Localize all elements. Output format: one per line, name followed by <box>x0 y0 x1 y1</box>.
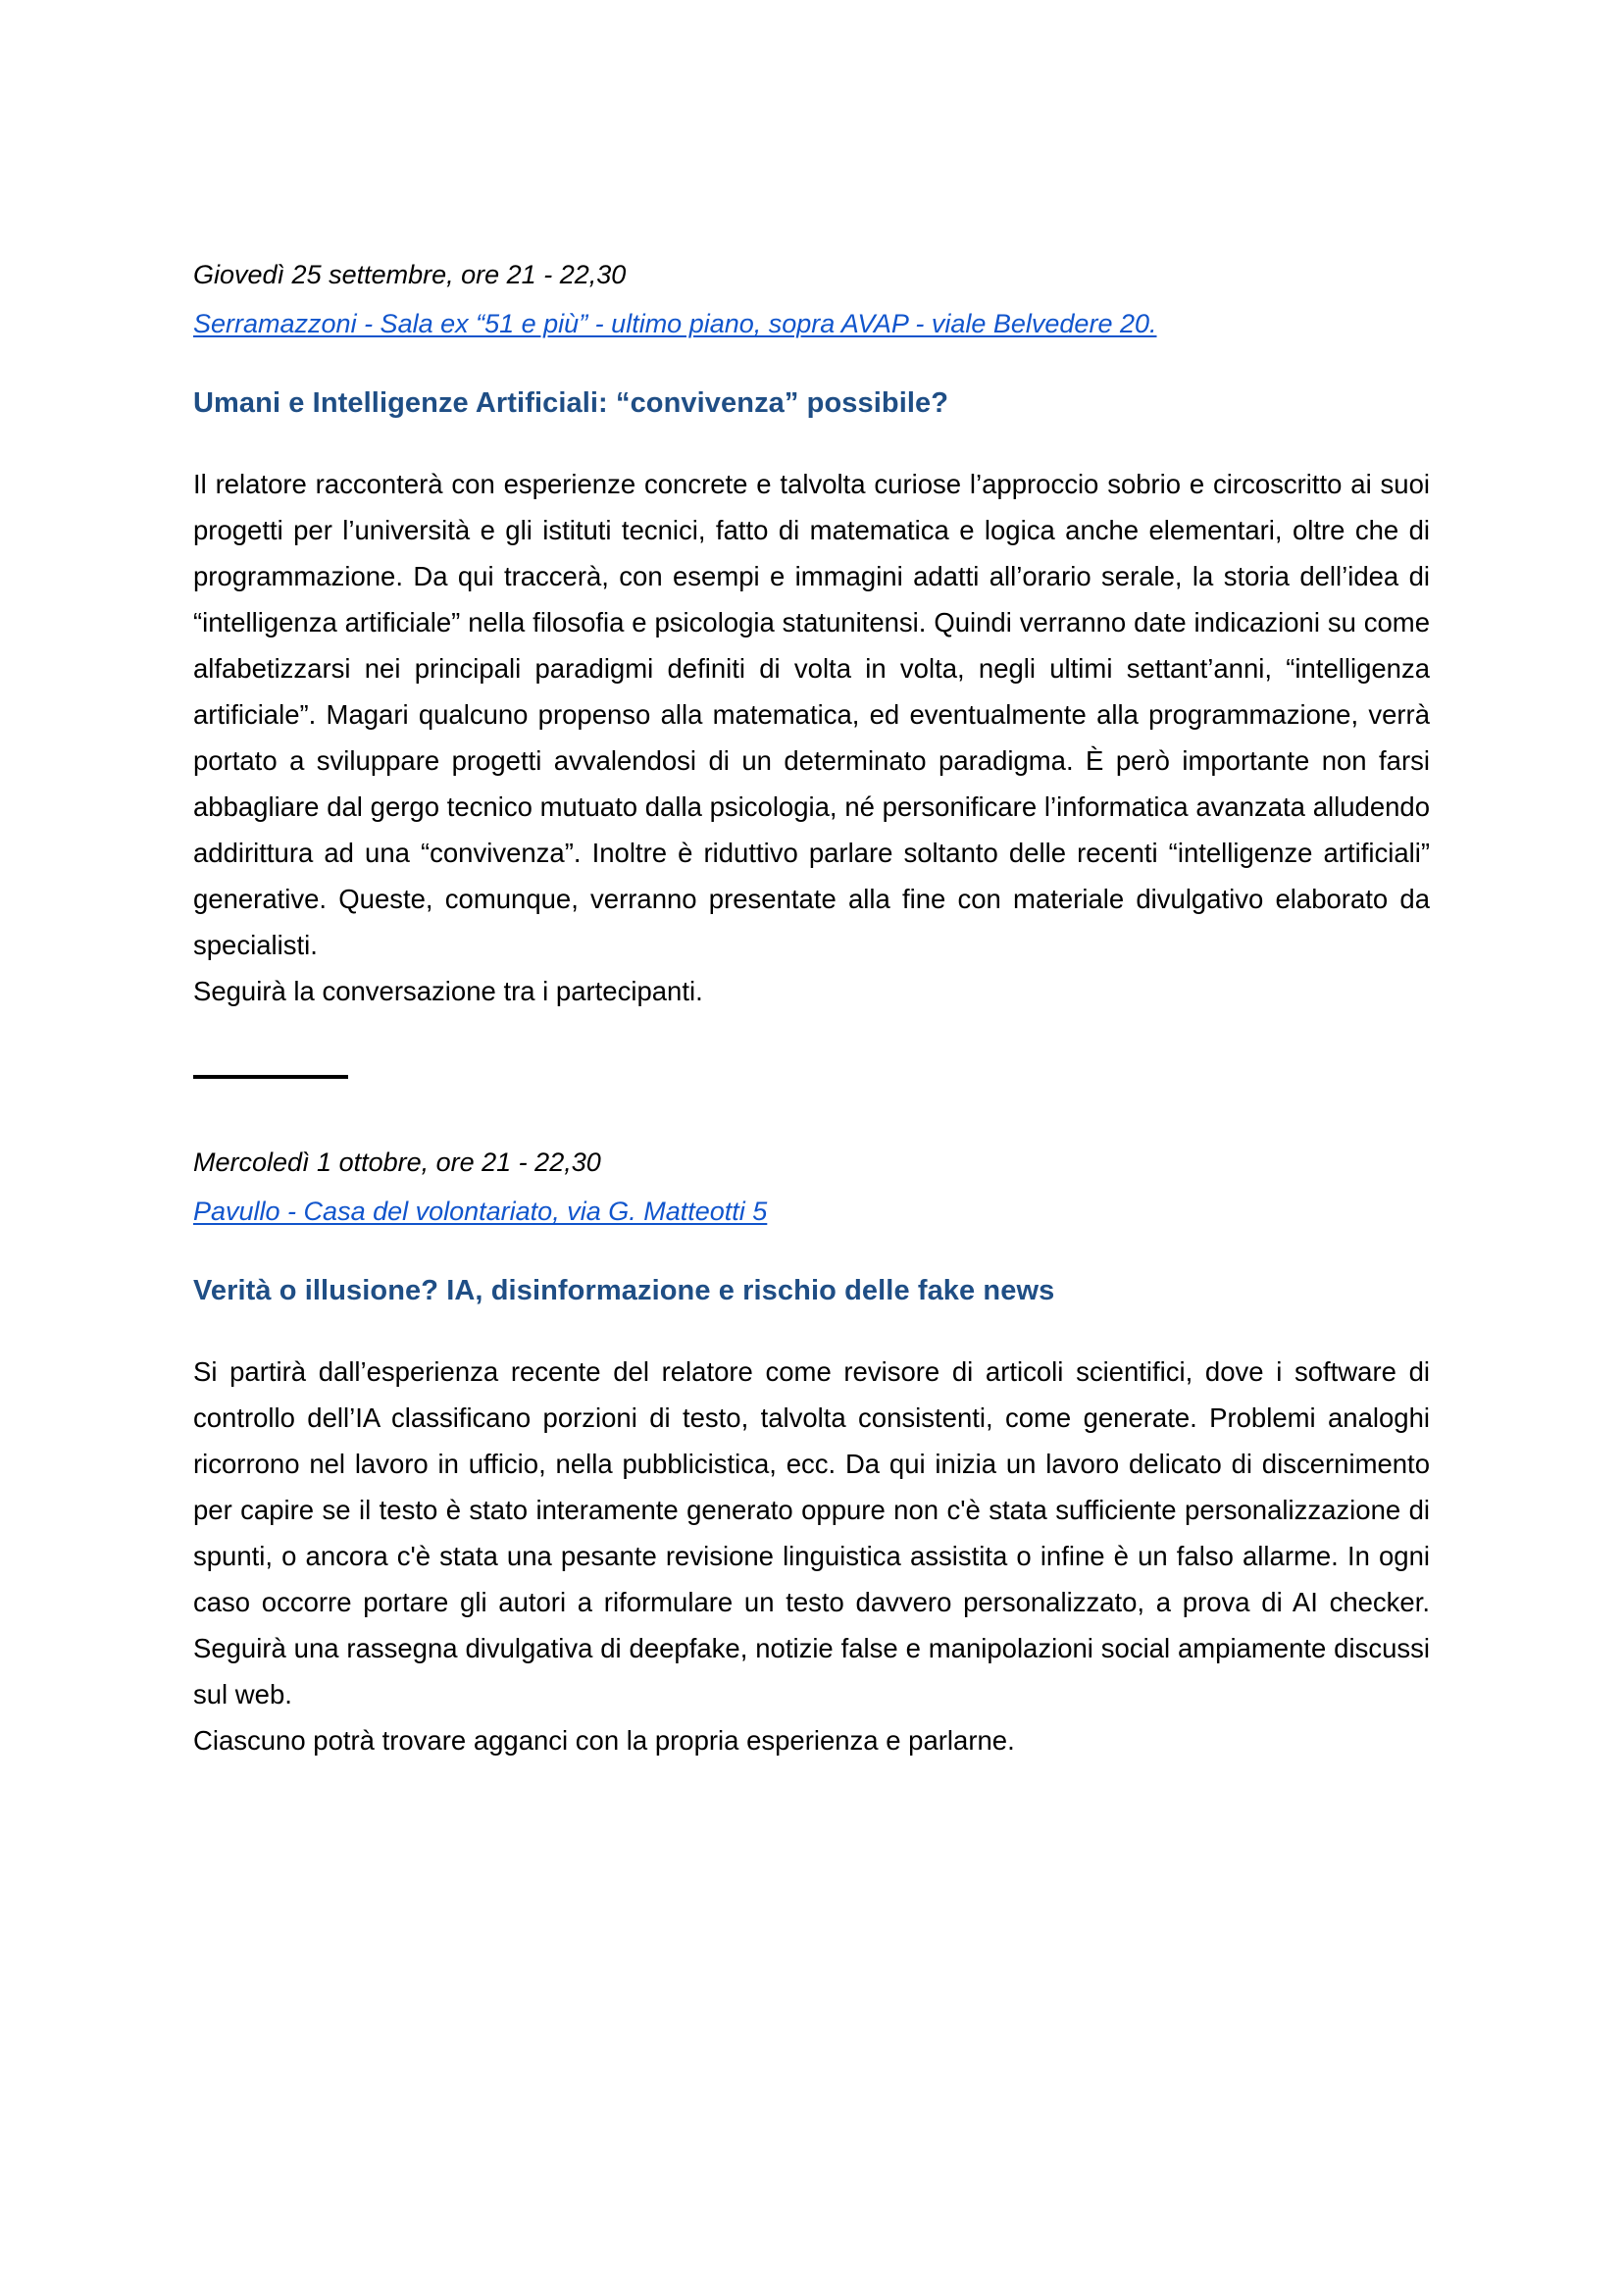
event-block-1 <box>193 250 1430 1014</box>
event-block-2 <box>193 1138 1430 1763</box>
event-title-2: Verità o illusione? IA, disinformazione e rischio delle fake news <box>193 1275 1055 1306</box>
event-date-2: Mercoledì 1 ottobre, ore 21 - 22,30 <box>193 1147 601 1177</box>
event-meta-2 <box>193 1138 1430 1236</box>
section-divider <box>193 1075 348 1079</box>
event-title-1: Umani e Intelligenze Artificiali: “convivenza” possibile? <box>193 387 949 419</box>
event-description-text-2: Si partirà dall’esperienza recente del relatore come revisore di articoli scientifici, dove i software di controllo dell’IA classificano porzioni di testo, talvolta consistenti, come generate. Problemi analoghi ricorrono nel lavoro in ufficio, nella pubblicistica, ecc. Da qui inizia un lavoro delicato di discernimento per capire se il testo è stato interamente generato oppure non c'è stata sufficiente personalizzazione di spunti, o ancora c'è stata una pesante revisione linguistica assistita o infine è un falso allarme. In ogni caso occorre portare gli autori a riformulare un testo davvero personalizzato, a prova di AI checker. Seguirà una rassegna divulgativa di deepfake, notizie false e manipolazioni social ampiamente discussi sul web. <box>193 1356 1430 1709</box>
event-date-1: Giovedì 25 settembre, ore 21 - 22,30 <box>193 260 627 289</box>
event-meta-1 <box>193 250 1430 348</box>
section-divider-wrap <box>193 1075 1430 1079</box>
event-description-text-1: Il relatore racconterà con esperienze concrete e talvolta curiose l’approccio sobrio e circoscritto ai suoi progetti per l’università e gli istituti tecnici, fatto di matematica e logica anche elementari, oltre che di programmazione. Da qui traccerà, con esempi e immagini adatti all’orario serale, la storia dell’idea di “intelligenza artificiale” nella filosofia e psicologia statunitensi. Quindi verranno date indicazioni su come alfabetizzarsi nei principali paradigmi definiti di volta in volta, negli ultimi settant’anni, “intelligenza artificiale”. Magari qualcuno propenso alla matematica, ed eventualmente alla programmazione, verrà portato a sviluppare progetti avvalendosi di un determinato paradigma. È però importante non farsi abbagliare dal gergo tecnico mutuato dalla psicologia, né personificare l’informatica avanzata alludendo addirittura ad una “convivenza”. Inoltre è riduttivo parlare soltanto delle recenti “intelligenze artificiali” generative. Queste, comunque, verranno presentate alla fine con materiale divulgativo elaborato da specialisti. <box>193 469 1430 960</box>
event-description-2 <box>193 1349 1430 1763</box>
event-closing-1: Seguirà la conversazione tra i partecipanti. <box>193 976 703 1006</box>
event-venue-link-2[interactable]: Pavullo - Casa del volontariato, via G. Matteotti 5 <box>193 1197 768 1226</box>
event-description-1 <box>193 461 1430 1014</box>
event-venue-link-1[interactable]: Serramazzoni - Sala ex “51 e più” - ultimo piano, sopra AVAP - viale Belvedere 20. <box>193 309 1157 338</box>
event-closing-2: Ciascuno potrà trovare agganci con la propria esperienza e parlarne. <box>193 1725 1015 1756</box>
